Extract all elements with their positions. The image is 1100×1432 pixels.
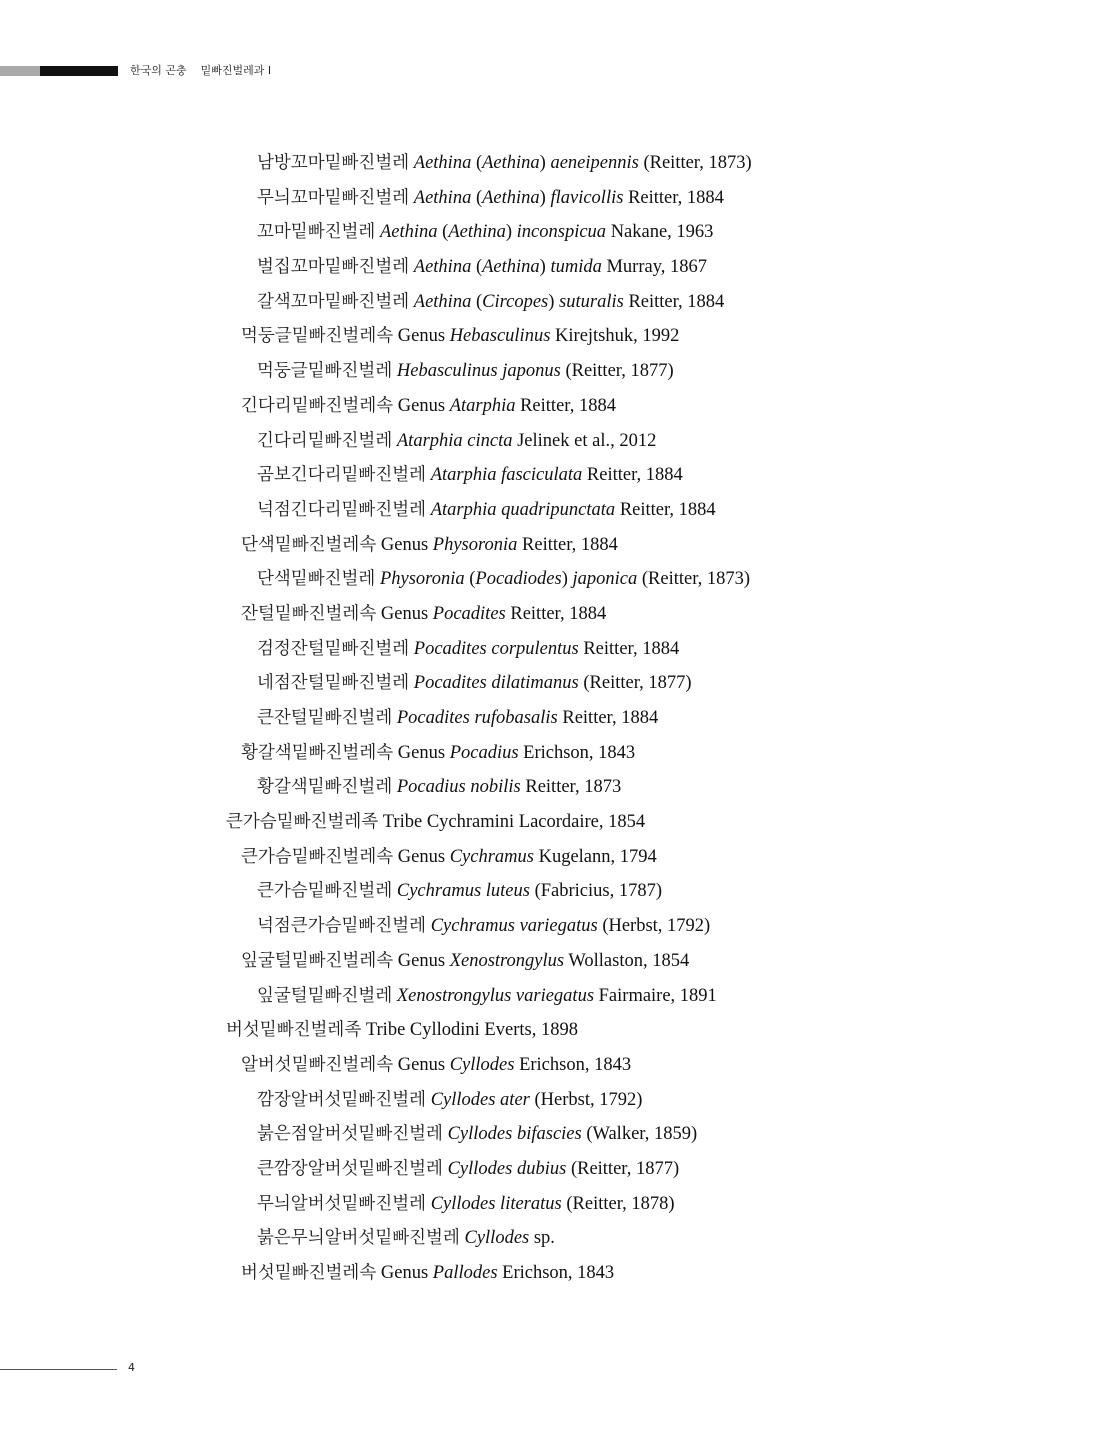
- scientific-name: [398, 743, 635, 763]
- korean-name: 곰보긴다리밑빠진벌레: [257, 465, 427, 486]
- scientific-name: [398, 326, 680, 346]
- italic-taxon-name: Atarphia quadripunctata: [430, 499, 616, 520]
- species-entry: [0, 562, 1100, 597]
- korean-name: 갈색꼬마밑빠진벌레: [257, 291, 410, 312]
- italic-taxon-name: tumida: [550, 257, 602, 278]
- citation-text: (: [437, 222, 449, 243]
- italic-taxon-name: Pocadites corpulentus: [413, 638, 579, 659]
- citation-text: (: [471, 153, 483, 173]
- taxon-list: [0, 146, 1100, 1291]
- italic-taxon-name: Aethina: [413, 153, 472, 173]
- citation-text: (Walker, 1859): [581, 1124, 698, 1145]
- scientific-name: [448, 1159, 680, 1179]
- footer-rule: [0, 1369, 117, 1370]
- citation-text: Erichson, 1843: [514, 1054, 632, 1075]
- italic-taxon-name: Pocadites: [432, 603, 506, 624]
- scientific-name: [380, 222, 713, 242]
- header-black-bar: [40, 66, 118, 76]
- species-entry: [0, 493, 1100, 528]
- citation-text: Erichson, 1843: [518, 742, 636, 763]
- genus-entry: [0, 389, 1100, 424]
- citation-text: Erichson, 1843: [497, 1263, 615, 1283]
- citation-text: Genus: [397, 950, 450, 971]
- italic-taxon-name: Pocadius: [449, 742, 519, 763]
- scientific-name: [366, 1020, 578, 1040]
- citation-text: Tribe Cychramini Lacordaire, 1854: [382, 812, 646, 833]
- korean-name: 단색밑빠진벌레: [257, 569, 376, 590]
- genus-entry: [0, 944, 1100, 979]
- citation-text: Genus: [397, 395, 450, 416]
- scientific-name: [431, 1194, 675, 1214]
- scientific-name: [397, 881, 662, 901]
- citation-text: Tribe Cyllodini Everts, 1898: [365, 1020, 578, 1041]
- scientific-name: [397, 431, 656, 451]
- scientific-name: [398, 1055, 631, 1075]
- italic-taxon-name: Aethina: [413, 187, 472, 208]
- korean-name: 깜장알버섯밑빠진벌레: [257, 1089, 427, 1110]
- header-title: [130, 63, 271, 79]
- italic-taxon-name: Cyllodes: [464, 1228, 530, 1249]
- korean-name: 꼬마밑빠진벌레: [257, 222, 376, 243]
- italic-taxon-name: Aethina: [482, 187, 540, 208]
- citation-text: Jelinek et al., 2012: [512, 430, 657, 451]
- citation-text: Murray, 1867: [601, 257, 708, 278]
- korean-name: 잎굴털밑빠진벌레: [257, 985, 393, 1006]
- italic-taxon-name: aeneipennis: [550, 153, 639, 173]
- citation-text: Reitter, 1873: [520, 777, 622, 798]
- species-entry: [0, 666, 1100, 701]
- genus-entry: [0, 597, 1100, 632]
- citation-text: (: [464, 569, 476, 590]
- citation-text: Wollaston, 1854: [564, 950, 690, 971]
- scientific-name: [448, 1124, 698, 1144]
- italic-taxon-name: Aethina: [413, 291, 472, 312]
- citation-text: (: [471, 187, 483, 208]
- genus-entry: [0, 736, 1100, 771]
- species-entry: [0, 909, 1100, 944]
- korean-name: 먹둥글밑빠진벌레: [257, 361, 393, 382]
- header-book-title: 한국의 곤충: [130, 64, 187, 77]
- citation-text: Reitter, 1884: [517, 534, 618, 555]
- citation-text: (Herbst, 1792): [529, 1089, 643, 1110]
- citation-text: (Herbst, 1792): [597, 916, 711, 937]
- species-entry: [0, 632, 1100, 667]
- korean-name: 긴다리밑빠진벌레: [257, 430, 393, 451]
- citation-text: (Reitter, 1878): [561, 1193, 675, 1214]
- scientific-name: [464, 1228, 554, 1248]
- italic-taxon-name: Cyllodes dubius: [447, 1158, 567, 1179]
- korean-name: 잔털밑빠진벌레속: [241, 603, 377, 624]
- species-entry: [0, 250, 1100, 285]
- italic-taxon-name: suturalis: [559, 291, 624, 312]
- italic-taxon-name: Xenostrongylus variegatus: [396, 985, 595, 1006]
- korean-name: 버섯밑빠진벌레족: [226, 1020, 362, 1041]
- species-entry: [0, 770, 1100, 805]
- citation-text: Genus: [380, 1263, 433, 1283]
- scientific-name: [383, 812, 645, 832]
- scientific-name: [431, 500, 716, 520]
- italic-taxon-name: Aethina: [482, 153, 540, 173]
- italic-taxon-name: japonica: [572, 569, 638, 590]
- scientific-name: [381, 1263, 614, 1283]
- italic-taxon-name: Aethina: [448, 222, 506, 243]
- citation-text: Genus: [397, 846, 450, 867]
- citation-text: Genus: [397, 1054, 450, 1075]
- citation-text: Reitter, 1884: [615, 499, 716, 520]
- italic-taxon-name: flavicollis: [550, 187, 624, 208]
- korean-name: 황갈색밑빠진벌레속: [241, 742, 394, 763]
- italic-taxon-name: Aethina: [413, 257, 472, 278]
- citation-text: Reitter, 1884: [623, 291, 725, 312]
- scientific-name: [381, 535, 618, 555]
- italic-taxon-name: Cyllodes literatus: [430, 1193, 562, 1214]
- italic-taxon-name: Physoronia: [432, 534, 518, 555]
- citation-text: Kugelann, 1794: [533, 846, 657, 867]
- tribe-entry: [0, 805, 1100, 840]
- italic-taxon-name: Cyllodes bifascies: [447, 1124, 582, 1145]
- citation-text: Genus: [380, 603, 433, 624]
- korean-name: 잎굴털밑빠진벌레속: [241, 950, 394, 971]
- species-entry: [0, 354, 1100, 389]
- scientific-name: [414, 188, 724, 208]
- tribe-entry: [0, 1013, 1100, 1048]
- korean-name: 넉점긴다리밑빠진벌레: [257, 499, 427, 520]
- species-entry: [0, 1083, 1100, 1118]
- species-entry: [0, 1187, 1100, 1222]
- genus-entry: [0, 1048, 1100, 1083]
- italic-taxon-name: Circopes: [482, 291, 549, 312]
- citation-text: Genus: [397, 742, 450, 763]
- italic-taxon-name: Pocadites rufobasalis: [396, 708, 558, 728]
- italic-taxon-name: Cychramus: [449, 846, 534, 867]
- italic-taxon-name: Cyllodes: [449, 1054, 515, 1075]
- scientific-name: [397, 986, 717, 1006]
- korean-name: 큰가슴밑빠진벌레족: [226, 812, 379, 833]
- citation-text: ): [548, 291, 560, 312]
- korean-name: 긴다리밑빠진벌레속: [241, 395, 394, 416]
- species-entry: [0, 424, 1100, 459]
- scientific-name: [398, 847, 657, 867]
- italic-taxon-name: Pocadites dilatimanus: [413, 673, 579, 694]
- running-header: [0, 66, 1100, 76]
- italic-taxon-name: Aethina: [482, 257, 540, 278]
- citation-text: Kirejtshuk, 1992: [550, 326, 680, 347]
- italic-taxon-name: Physoronia: [379, 569, 465, 590]
- citation-text: sp.: [529, 1228, 555, 1249]
- citation-text: Genus: [397, 326, 450, 347]
- italic-taxon-name: Pallodes: [432, 1263, 498, 1283]
- species-entry: [0, 979, 1100, 1014]
- citation-text: Reitter, 1884: [557, 708, 659, 728]
- citation-text: (Reitter, 1877): [566, 1158, 680, 1179]
- species-entry: [0, 1221, 1100, 1256]
- korean-name: 황갈색밑빠진벌레: [257, 777, 393, 798]
- citation-text: Reitter, 1884: [582, 465, 683, 486]
- korean-name: 무늬꼬마밑빠진벌레: [257, 187, 410, 208]
- korean-name: 알버섯밑빠진벌레속: [241, 1054, 394, 1075]
- scientific-name: [414, 153, 752, 173]
- scientific-name: [414, 673, 692, 693]
- genus-entry: [0, 1256, 1100, 1291]
- species-entry: [0, 215, 1100, 250]
- italic-taxon-name: Aethina: [379, 222, 438, 243]
- italic-taxon-name: Pocadius nobilis: [396, 777, 521, 798]
- italic-taxon-name: Cychramus variegatus: [430, 916, 598, 937]
- scientific-name: [431, 1090, 643, 1110]
- korean-name: 벌집꼬마밑빠진벌레: [257, 257, 410, 278]
- page-number: 4: [128, 1361, 135, 1374]
- citation-text: ): [539, 187, 551, 208]
- species-entry: [0, 458, 1100, 493]
- italic-taxon-name: Cyllodes ater: [430, 1089, 530, 1110]
- italic-taxon-name: Hebasculinus: [449, 326, 551, 347]
- citation-text: Reitter, 1884: [623, 187, 724, 208]
- scientific-name: [397, 777, 621, 797]
- scientific-name: [397, 708, 658, 728]
- korean-name: 붉은무늬알버섯밑빠진벌레: [257, 1228, 460, 1249]
- citation-text: (Reitter, 1873): [637, 569, 751, 590]
- citation-text: (Reitter, 1873): [638, 153, 752, 173]
- citation-text: (Fabricius, 1787): [529, 881, 663, 902]
- citation-text: ): [539, 257, 551, 278]
- scientific-name: [398, 951, 689, 971]
- citation-text: (: [471, 291, 483, 312]
- scientific-name: [414, 257, 707, 277]
- scientific-name: [431, 465, 683, 485]
- korean-name: 버섯밑빠진벌레속: [241, 1263, 377, 1283]
- italic-taxon-name: Atarphia: [449, 395, 516, 416]
- citation-text: Reitter, 1884: [578, 638, 680, 659]
- citation-text: (: [471, 257, 483, 278]
- korean-name: 큰잔털밑빠진벌레: [257, 708, 393, 728]
- citation-text: Reitter, 1884: [505, 603, 607, 624]
- italic-taxon-name: Xenostrongylus: [449, 950, 565, 971]
- header-gray-bar: [0, 66, 40, 76]
- korean-name: 무늬알버섯밑빠진벌레: [257, 1193, 427, 1214]
- korean-name: 붉은점알버섯밑빠진벌레: [257, 1124, 443, 1145]
- citation-text: Reitter, 1884: [515, 395, 616, 416]
- korean-name: 남방꼬마밑빠진벌레: [257, 153, 410, 173]
- scientific-name: [414, 292, 725, 312]
- korean-name: 큰가슴밑빠진벌레: [257, 881, 393, 902]
- scientific-name: [381, 604, 606, 624]
- species-entry: [0, 181, 1100, 216]
- genus-entry: [0, 319, 1100, 354]
- italic-taxon-name: inconspicua: [516, 222, 607, 243]
- citation-text: ): [505, 222, 517, 243]
- species-entry: [0, 1117, 1100, 1152]
- italic-taxon-name: Cychramus luteus: [396, 881, 530, 902]
- korean-name: 단색밑빠진벌레속: [241, 534, 377, 555]
- korean-name: 큰가슴밑빠진벌레속: [241, 846, 394, 867]
- scientific-name: [380, 569, 750, 589]
- italic-taxon-name: Pocadiodes: [475, 569, 562, 590]
- species-entry: [0, 146, 1100, 181]
- page-footer: [0, 1361, 1100, 1384]
- genus-entry: [0, 528, 1100, 563]
- citation-text: ): [561, 569, 573, 590]
- species-entry: [0, 1152, 1100, 1187]
- korean-name: 큰깜장알버섯밑빠진벌레: [257, 1158, 443, 1179]
- species-entry: [0, 874, 1100, 909]
- scientific-name: [398, 396, 616, 416]
- scientific-name: [431, 916, 711, 936]
- genus-entry: [0, 840, 1100, 875]
- header-chapter-title: 밑빠진벌레과 I: [200, 64, 272, 77]
- italic-taxon-name: Atarphia fasciculata: [430, 465, 583, 486]
- korean-name: 검정잔털밑빠진벌레: [257, 638, 410, 659]
- citation-text: Fairmaire, 1891: [594, 985, 717, 1006]
- scientific-name: [397, 361, 674, 381]
- citation-text: ): [539, 153, 551, 173]
- scientific-name: [414, 639, 679, 659]
- italic-taxon-name: Hebasculinus japonus: [396, 361, 561, 382]
- citation-text: Genus: [380, 534, 433, 555]
- species-entry: [0, 285, 1100, 320]
- citation-text: (Reitter, 1877): [560, 361, 674, 382]
- korean-name: 넉점큰가슴밑빠진벌레: [257, 916, 427, 937]
- korean-name: 먹둥글밑빠진벌레속: [241, 326, 394, 347]
- citation-text: (Reitter, 1877): [578, 673, 692, 694]
- citation-text: Nakane, 1963: [606, 222, 714, 243]
- species-entry: [0, 701, 1100, 736]
- korean-name: 네점잔털밑빠진벌레: [257, 673, 410, 694]
- italic-taxon-name: Atarphia cincta: [396, 430, 513, 451]
